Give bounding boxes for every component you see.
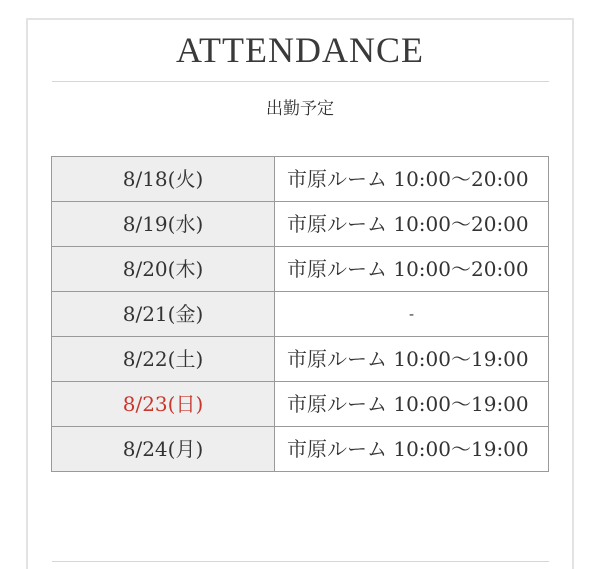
date-cell: 8/22(土): [52, 337, 275, 382]
date-cell: 8/24(月): [52, 427, 275, 472]
table-row: [52, 247, 549, 292]
table-row: [52, 292, 549, 337]
table-row: [52, 337, 549, 382]
page-title: ATTENDANCE: [176, 30, 424, 70]
shift-cell: 市原ルーム 10:00〜19:00: [275, 427, 549, 472]
table-row: [52, 157, 549, 202]
footer-divider: [52, 561, 549, 562]
shift-cell: 市原ルーム 10:00〜20:00: [275, 247, 549, 292]
title-divider: [52, 81, 549, 82]
table-row: [52, 382, 549, 427]
table-row: [52, 202, 549, 247]
shift-cell: 市原ルーム 10:00〜19:00: [275, 337, 549, 382]
shift-cell: 市原ルーム 10:00〜19:00: [275, 382, 549, 427]
section-subtitle: 出勤予定: [266, 99, 334, 119]
table-row: [52, 427, 549, 472]
schedule-table: [51, 156, 549, 472]
shift-cell: -: [275, 292, 549, 337]
shift-cell: 市原ルーム 10:00〜20:00: [275, 157, 549, 202]
date-cell-sunday: 8/23(日): [52, 382, 275, 427]
date-cell: 8/21(金): [52, 292, 275, 337]
date-cell: 8/19(水): [52, 202, 275, 247]
date-cell: 8/18(火): [52, 157, 275, 202]
shift-cell: 市原ルーム 10:00〜20:00: [275, 202, 549, 247]
date-cell: 8/20(木): [52, 247, 275, 292]
